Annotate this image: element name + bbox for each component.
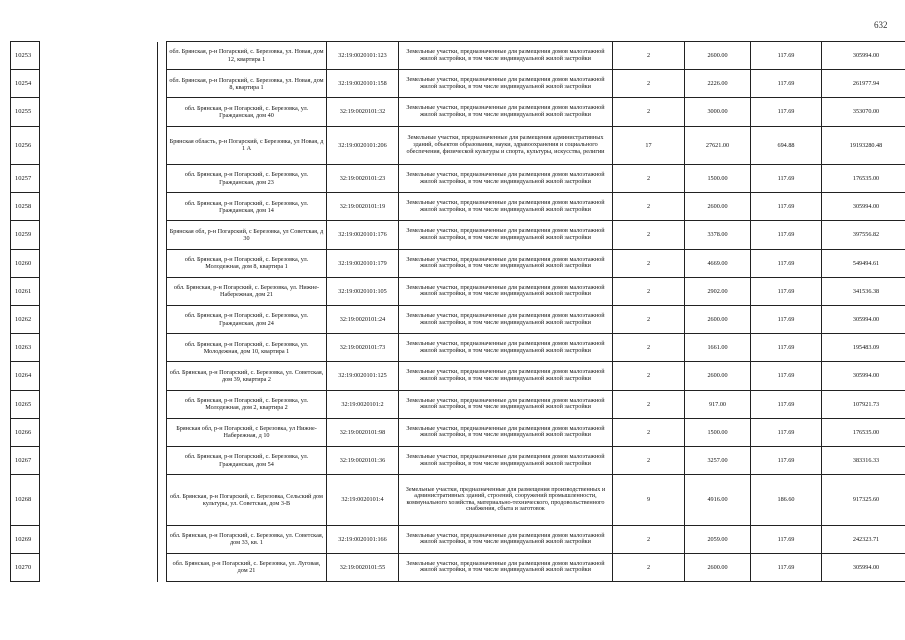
land-use-cell: Земельные участки, предназначенные для размещения домов малоэтажной жилой застройки, в том числе индивидуальной жилой застройки [399,418,613,446]
row-number-cell: 10257 [11,165,40,193]
spacer-cell-left [40,193,158,221]
row-number-cell: 10262 [11,306,40,334]
group-cell: 17 [613,126,685,165]
table-row [11,249,905,277]
cadastral-number-cell: 32:19:0020101:166 [327,525,399,553]
land-use-cell: Земельные участки, предназначенные для размещения производственных и административных зданий, строений, сооружений промышленности, коммунального хозяйства, материально-технического, продовольственного снабжения, сбыта и заготовок [399,475,613,526]
area-cell: 2600.00 [685,362,751,390]
spacer-cell-right [158,165,167,193]
cadastral-number-cell: 32:19:0020101:32 [327,98,399,126]
cadastral-value-cell: 353070.00 [822,98,905,126]
spacer-cell-left [40,553,158,581]
spacer-cell-right [158,249,167,277]
land-use-cell: Земельные участки, предназначенные для размещения домов малоэтажной жилой застройки, в том числе индивидуальной жилой застройки [399,42,613,70]
area-cell: 1500.00 [685,165,751,193]
spacer-cell-left [40,126,158,165]
address-cell: обл. Брянская, р-н Погарский, с. Березовка, ул. Гражданская, дом 14 [167,193,327,221]
cadastral-value-cell: 261977.94 [822,70,905,98]
table-row [11,446,905,474]
table-row [11,553,905,581]
cadastral-value-cell: 176535.00 [822,165,905,193]
area-cell: 3378.00 [685,221,751,249]
cadastral-number-cell: 32:19:0020101:73 [327,334,399,362]
group-cell: 9 [613,475,685,526]
spacer-cell-left [40,165,158,193]
row-number-cell: 10258 [11,193,40,221]
address-cell: обл. Брянская, р-н Погарский, с. Березовка, ул. Советская, дом 33, кв. 1 [167,525,327,553]
cadastral-number-cell: 32:19:0020101:105 [327,277,399,305]
area-cell: 2226.00 [685,70,751,98]
cadastral-value-cell: 176535.00 [822,418,905,446]
spacer-cell-right [158,42,167,70]
group-cell: 2 [613,390,685,418]
specific-value-cell: 117.69 [751,42,822,70]
area-cell: 2902.00 [685,277,751,305]
cadastral-number-cell: 32:19:0020101:23 [327,165,399,193]
specific-value-cell: 117.69 [751,249,822,277]
row-number-cell: 10255 [11,98,40,126]
table-row [11,193,905,221]
table-row [11,418,905,446]
land-use-cell: Земельные участки, предназначенные для размещения домов малоэтажной жилой застройки, в том числе индивидуальной жилой застройки [399,277,613,305]
table-row [11,362,905,390]
spacer-cell-left [40,446,158,474]
cadastral-number-cell: 32:19:0020101:206 [327,126,399,165]
table-row [11,98,905,126]
specific-value-cell: 117.69 [751,221,822,249]
row-number-cell: 10259 [11,221,40,249]
land-use-cell: Земельные участки, предназначенные для размещения домов малоэтажной жилой застройки, в том числе индивидуальной жилой застройки [399,221,613,249]
table-row [11,221,905,249]
row-number-cell: 10267 [11,446,40,474]
spacer-cell-left [40,334,158,362]
specific-value-cell: 117.69 [751,362,822,390]
area-cell: 3000.00 [685,98,751,126]
specific-value-cell: 117.69 [751,70,822,98]
table-row [11,42,905,70]
spacer-cell-right [158,418,167,446]
address-cell: Брянская обл, р-н Погарский, с Березовка, ул Нижне-Набережная, д 10 [167,418,327,446]
spacer-cell-left [40,362,158,390]
area-cell: 1500.00 [685,418,751,446]
page-number: 632 [874,20,888,30]
address-cell: обл. Брянская, р-н Погарский, с. Березовка, ул. Молодежная, дом 8, квартира 1 [167,249,327,277]
spacer-cell-right [158,446,167,474]
spacer-cell-right [158,126,167,165]
spacer-cell-left [40,42,158,70]
area-cell: 917.00 [685,390,751,418]
land-use-cell: Земельные участки, предназначенные для размещения домов малоэтажной жилой застройки, в том числе индивидуальной жилой застройки [399,193,613,221]
group-cell: 2 [613,165,685,193]
specific-value-cell: 117.69 [751,390,822,418]
cadastral-value-cell: 242323.71 [822,525,905,553]
area-cell: 2059.00 [685,525,751,553]
row-number-cell: 10263 [11,334,40,362]
cadastral-value-cell: 917325.60 [822,475,905,526]
address-cell: обл. Брянская, р-н Погарский, с. Березовка, ул. Новая, дом 12, квартира 1 [167,42,327,70]
specific-value-cell: 117.69 [751,165,822,193]
address-cell: обл. Брянская, р-н Погарский, с. Березовка, ул. Новая, дом 8, квартира 1 [167,70,327,98]
area-cell: 1661.00 [685,334,751,362]
area-cell: 4669.00 [685,249,751,277]
land-use-cell: Земельные участки, предназначенные для размещения домов малоэтажной жилой застройки, в том числе индивидуальной жилой застройки [399,362,613,390]
row-number-cell: 10261 [11,277,40,305]
cadastral-number-cell: 32:19:0020101:123 [327,42,399,70]
address-cell: обл. Брянская, р-н Погарский, с. Березовка, ул. Нижне-Набережная, дом 21 [167,277,327,305]
area-cell: 2600.00 [685,553,751,581]
spacer-cell-right [158,70,167,98]
cadastral-number-cell: 32:19:0020101:24 [327,306,399,334]
cadastral-number-cell: 32:19:0020101:176 [327,221,399,249]
group-cell: 2 [613,98,685,126]
row-number-cell: 10265 [11,390,40,418]
cadastral-number-cell: 32:19:0020101:2 [327,390,399,418]
table-row [11,390,905,418]
spacer-cell-right [158,390,167,418]
table-row [11,165,905,193]
group-cell: 2 [613,334,685,362]
table-row [11,126,905,165]
area-cell: 4916.00 [685,475,751,526]
address-cell: Брянская область, р-н Погарский, с Березовка, ул Новая, д 1 А [167,126,327,165]
row-number-cell: 10254 [11,70,40,98]
cadastral-number-cell: 32:19:0020101:4 [327,475,399,526]
row-number-cell: 10268 [11,475,40,526]
group-cell: 2 [613,221,685,249]
land-use-cell: Земельные участки, предназначенные для размещения домов малоэтажной жилой застройки, в том числе индивидуальной жилой застройки [399,390,613,418]
spacer-cell-right [158,553,167,581]
area-cell: 2600.00 [685,306,751,334]
row-number-cell: 10253 [11,42,40,70]
land-use-cell: Земельные участки, предназначенные для размещения домов малоэтажной жилой застройки, в том числе индивидуальной жилой застройки [399,165,613,193]
area-cell: 2600.00 [685,193,751,221]
address-cell: обл. Брянская, р-н Погарский, с. Березовка, ул. Гражданская, дом 54 [167,446,327,474]
land-use-cell: Земельные участки, предназначенные для размещения домов малоэтажной жилой застройки, в том числе индивидуальной жилой застройки [399,306,613,334]
group-cell: 2 [613,553,685,581]
land-use-cell: Земельные участки, предназначенные для размещения домов малоэтажной жилой застройки, в том числе индивидуальной жилой застройки [399,249,613,277]
specific-value-cell: 694.88 [751,126,822,165]
cadastral-value-cell: 305994.00 [822,42,905,70]
table-row [11,475,905,526]
spacer-cell-left [40,418,158,446]
spacer-cell-left [40,98,158,126]
spacer-cell-right [158,98,167,126]
specific-value-cell: 117.69 [751,553,822,581]
specific-value-cell: 117.69 [751,418,822,446]
cadastral-value-cell: 383316.33 [822,446,905,474]
spacer-cell-right [158,362,167,390]
specific-value-cell: 117.69 [751,306,822,334]
table-row [11,334,905,362]
group-cell: 2 [613,525,685,553]
table-row [11,525,905,553]
specific-value-cell: 117.69 [751,277,822,305]
spacer-cell-left [40,249,158,277]
spacer-cell-right [158,306,167,334]
row-number-cell: 10260 [11,249,40,277]
cadastral-value-cell: 19193280.48 [822,126,905,165]
cadastral-value-cell: 195483.09 [822,334,905,362]
land-use-cell: Земельные участки, предназначенные для размещения домов малоэтажной жилой застройки, в том числе индивидуальной жилой застройки [399,98,613,126]
row-number-cell: 10270 [11,553,40,581]
cadastral-value-cell: 305994.00 [822,306,905,334]
group-cell: 2 [613,418,685,446]
specific-value-cell: 117.69 [751,334,822,362]
spacer-cell-right [158,277,167,305]
cadastral-number-cell: 32:19:0020101:125 [327,362,399,390]
spacer-cell-left [40,525,158,553]
table-row [11,70,905,98]
spacer-cell-right [158,193,167,221]
land-use-cell: Земельные участки, предназначенные для размещения домов малоэтажной жилой застройки, в том числе индивидуальной жилой застройки [399,70,613,98]
spacer-cell-left [40,306,158,334]
address-cell: обл. Брянская, р-н Погарский, с. Березовка, ул. Гражданская, дом 23 [167,165,327,193]
land-use-cell: Земельные участки, предназначенные для размещения домов малоэтажной жилой застройки, в том числе индивидуальной жилой застройки [399,446,613,474]
land-use-cell: Земельные участки, предназначенные для размещения административных зданий, объектов образования, науки, здравоохранения и социального обеспечения, физической культуры и спорта, культуры, искусства, религии [399,126,613,165]
table-row [11,277,905,305]
group-cell: 2 [613,42,685,70]
cadastral-number-cell: 32:19:0020101:19 [327,193,399,221]
address-cell: обл. Брянская, р-н Погарский, с. Березовка, ул. Молодежная, дом 2, квартира 2 [167,390,327,418]
group-cell: 2 [613,362,685,390]
group-cell: 2 [613,277,685,305]
cadastral-value-cell: 305994.00 [822,193,905,221]
group-cell: 2 [613,193,685,221]
specific-value-cell: 186.60 [751,475,822,526]
spacer-cell-left [40,277,158,305]
spacer-cell-left [40,221,158,249]
spacer-cell-right [158,525,167,553]
cadastral-value-cell: 549494.61 [822,249,905,277]
cadastral-number-cell: 32:19:0020101:98 [327,418,399,446]
group-cell: 2 [613,446,685,474]
cadastral-number-cell: 32:19:0020101:158 [327,70,399,98]
land-use-cell: Земельные участки, предназначенные для размещения домов малоэтажной жилой застройки, в том числе индивидуальной жилой застройки [399,334,613,362]
address-cell: Брянская обл, р-н Погарский, с Березовка, ул Советская, д 30 [167,221,327,249]
group-cell: 2 [613,249,685,277]
row-number-cell: 10269 [11,525,40,553]
group-cell: 2 [613,306,685,334]
cadastral-value-cell: 305994.00 [822,553,905,581]
cadastral-value-cell: 341536.38 [822,277,905,305]
address-cell: обл. Брянская, р-н Погарский, с. Березовка, ул. Луговая, дом 21 [167,553,327,581]
table-row [11,306,905,334]
specific-value-cell: 117.69 [751,446,822,474]
spacer-cell-left [40,70,158,98]
address-cell: обл. Брянская, р-н Погарский, с. Березовка, ул. Советская, дом 39, квартира 2 [167,362,327,390]
land-use-cell: Земельные участки, предназначенные для размещения домов малоэтажной жилой застройки, в том числе индивидуальной жилой застройки [399,525,613,553]
row-number-cell: 10266 [11,418,40,446]
specific-value-cell: 117.69 [751,525,822,553]
cadastral-value-table [10,41,905,582]
cadastral-number-cell: 32:19:0020101:36 [327,446,399,474]
cadastral-number-cell: 32:19:0020101:55 [327,553,399,581]
spacer-cell-left [40,390,158,418]
group-cell: 2 [613,70,685,98]
address-cell: обл. Брянская, р-н Погарский, с. Березовка, Сельский дом культуры, ул. Советская, дом 3-В [167,475,327,526]
area-cell: 2600.00 [685,42,751,70]
area-cell: 27621.00 [685,126,751,165]
spacer-cell-left [40,475,158,526]
land-use-cell: Земельные участки, предназначенные для размещения домов малоэтажной жилой застройки, в том числе индивидуальной жилой застройки [399,553,613,581]
address-cell: обл. Брянская, р-н Погарский, с. Березовка, ул. Молодежная, дом 10, квартира 1 [167,334,327,362]
address-cell: обл. Брянская, р-н Погарский, с. Березовка, ул. Гражданская, дом 40 [167,98,327,126]
address-cell: обл. Брянская, р-н Погарский, с. Березовка, ул. Гражданская, дом 24 [167,306,327,334]
cadastral-value-cell: 305994.00 [822,362,905,390]
specific-value-cell: 117.69 [751,193,822,221]
area-cell: 3257.00 [685,446,751,474]
cadastral-value-cell: 107921.73 [822,390,905,418]
spacer-cell-right [158,475,167,526]
row-number-cell: 10256 [11,126,40,165]
spacer-cell-right [158,334,167,362]
cadastral-number-cell: 32:19:0020101:179 [327,249,399,277]
cadastral-value-cell: 397556.82 [822,221,905,249]
row-number-cell: 10264 [11,362,40,390]
spacer-cell-right [158,221,167,249]
specific-value-cell: 117.69 [751,98,822,126]
